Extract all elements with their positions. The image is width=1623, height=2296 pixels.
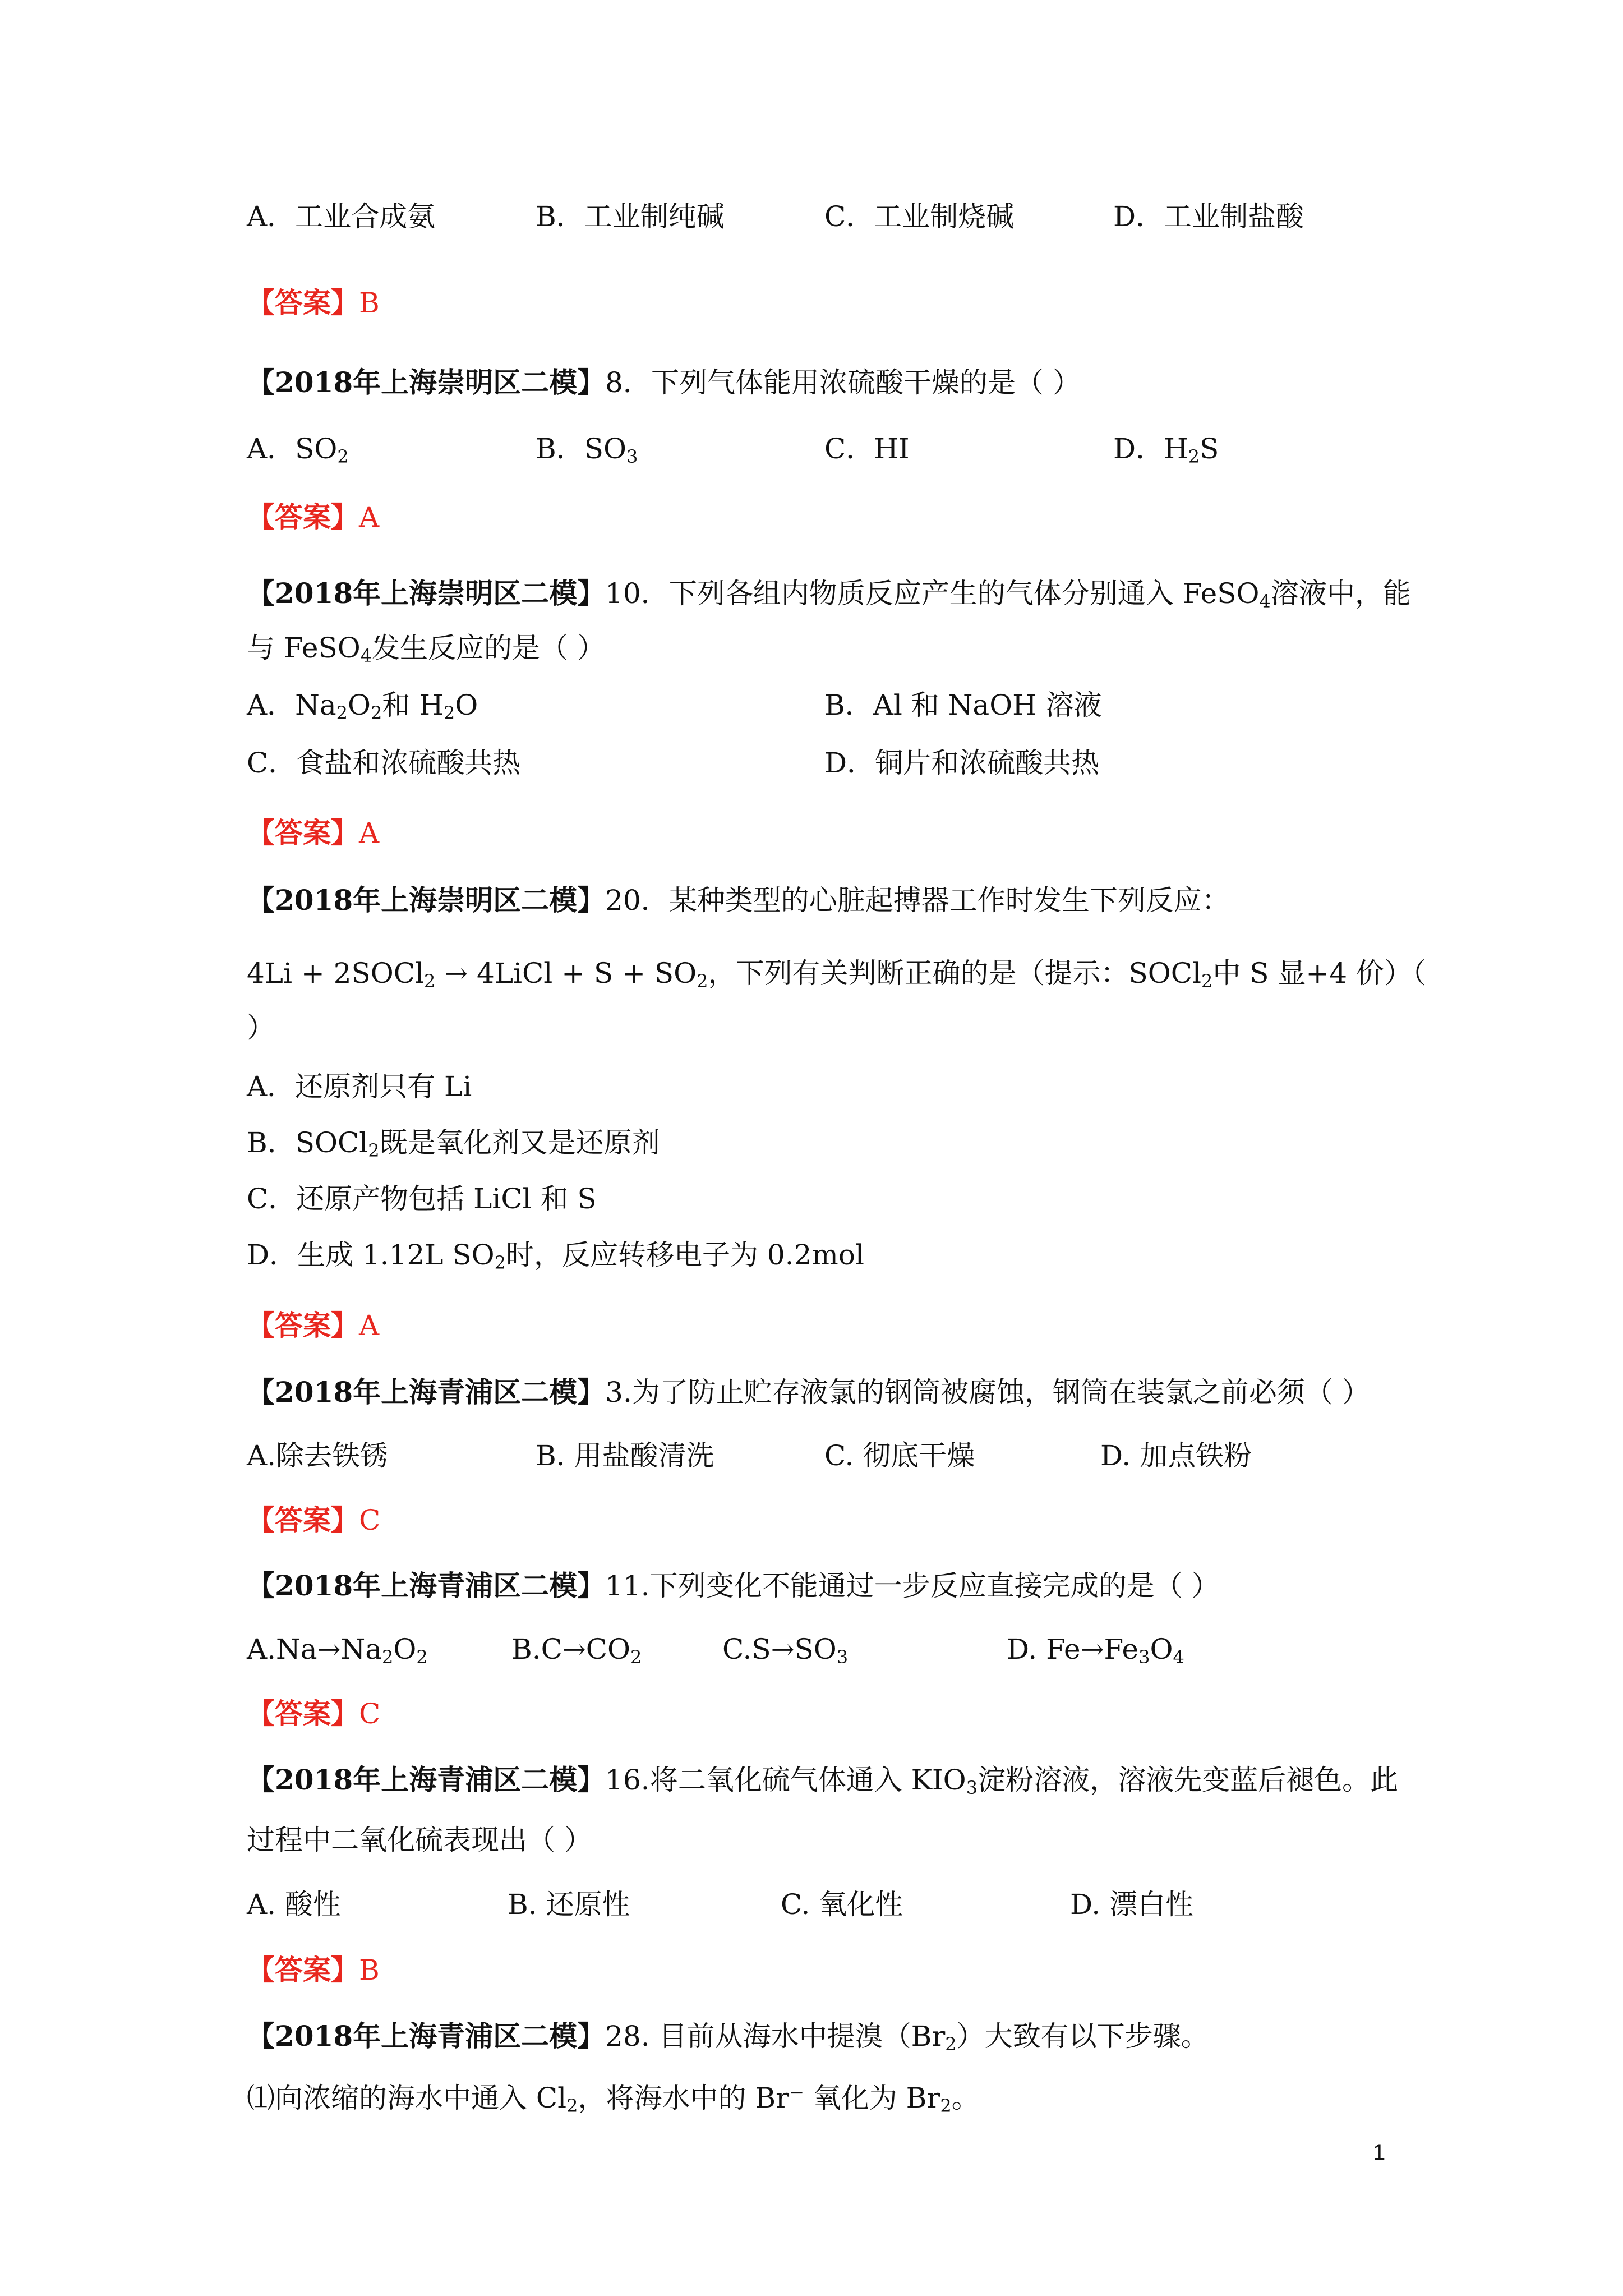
option-d: D．生成 1.12L $SO_2$时，反应转移电子为 0.2mol bbox=[247, 1239, 864, 1273]
page-number: 1 bbox=[1373, 2140, 1386, 2165]
answer-value: A bbox=[359, 817, 380, 849]
option-d: D. 加点铁粉 bbox=[1100, 1439, 1252, 1472]
option-d: D．工业制盐酸 bbox=[1113, 200, 1304, 233]
option-c: C. 彻底干燥 bbox=[824, 1439, 975, 1472]
answer-label: 【答案】 bbox=[247, 1503, 359, 1536]
answer-value: C bbox=[359, 1697, 381, 1730]
question-stem: 8．下列气体能用浓硫酸干燥的是（ ） bbox=[605, 366, 1081, 399]
option-c: C．还原产物包括 LiCl 和 S bbox=[247, 1182, 597, 1215]
option-d: D. $Fe\to Fe_3O_4$ bbox=[1007, 1633, 1184, 1668]
question-source: 【2018年上海青浦区二模】 bbox=[247, 1569, 606, 1602]
answer-label: 【答案】 bbox=[247, 1697, 359, 1730]
question-source: 【2018年上海青浦区二模】 bbox=[247, 2019, 606, 2053]
option-c: C．食盐和浓硫酸共热 bbox=[247, 747, 521, 779]
option-a: A. 酸性 bbox=[247, 1888, 341, 1921]
question-16-cont: 过程中二氧化硫表现出（ ） bbox=[247, 1824, 592, 1856]
option-a: A.除去铁锈 bbox=[247, 1439, 389, 1472]
option-b: B．Al 和 NaOH 溶液 bbox=[824, 689, 1102, 721]
question-11: 【2018年上海青浦区二模】11.下列变化不能通过一步反应直接完成的是（ ） bbox=[247, 1569, 1220, 1602]
option-c: C．工业制烧碱 bbox=[824, 200, 1015, 233]
option-b: B．工业制纯碱 bbox=[536, 200, 725, 233]
option-a: A．还原剂只有 Li bbox=[247, 1070, 472, 1103]
answer-value: A bbox=[359, 1309, 380, 1342]
question-source: 【2018年上海崇明区二模】 bbox=[247, 884, 606, 917]
question-16: 【2018年上海青浦区二模】16.将二氧化硫气体通入 $KIO_3$淀粉溶液，溶液先变蓝后褪色。此 bbox=[247, 1763, 1399, 1798]
question-28-step-1: ⑴向浓缩的海水中通入 $Cl_2$，将海水中的 Br− 氧化为 $Br_2$。 bbox=[247, 2082, 980, 2116]
option-c: $C.S\to SO_3$ bbox=[722, 1633, 849, 1668]
question-28: 【2018年上海青浦区二模】28. 目前从海水中提溴$(Br_2)$大致有以下步骤。 bbox=[247, 2019, 1209, 2055]
option-b: B．$SO_3$ bbox=[536, 432, 638, 467]
option-a: A．$SO_2$ bbox=[247, 432, 349, 467]
option-b: B．SOCl$_2$既是氧化剂又是还原剂 bbox=[247, 1126, 660, 1161]
answer-line bbox=[247, 1503, 380, 1537]
question-8 bbox=[247, 366, 1081, 399]
option-d: D．$H_2S$ bbox=[1113, 432, 1219, 467]
answer-label: 【答案】 bbox=[247, 286, 359, 319]
option-b: B. 还原性 bbox=[508, 1888, 630, 1921]
answer-line bbox=[247, 1697, 380, 1731]
answer-value: C bbox=[359, 1504, 381, 1536]
answer-label: 【答案】 bbox=[247, 1309, 359, 1342]
option-b: B. 用盐酸清洗 bbox=[536, 1439, 714, 1472]
answer-value: B bbox=[359, 1954, 380, 1986]
question-20-close: ） bbox=[247, 1011, 275, 1044]
question-20-equation: 4Li + 2SOCl$_2$ → 4LiCl + $S + SO_2$，下列有关判断正确的是（提示：SOCl$_2$中 S 显+4 价）（ bbox=[247, 957, 1427, 992]
question-3: 【2018年上海青浦区二模】3.为了防止贮存液氯的钢筒被腐蚀，钢筒在装氯之前必须（ ） bbox=[247, 1375, 1370, 1409]
question-source: 【2018年上海崇明区二模】 bbox=[247, 366, 606, 399]
answer-label: 【答案】 bbox=[247, 816, 359, 849]
question-source: 【2018年上海青浦区二模】 bbox=[247, 1763, 606, 1796]
question-20: 【2018年上海崇明区二模】20．某种类型的心脏起搏器工作时发生下列反应： bbox=[247, 884, 1230, 917]
answer-line bbox=[247, 816, 379, 850]
option-d: D. 漂白性 bbox=[1070, 1888, 1194, 1921]
answer-line bbox=[247, 1309, 379, 1342]
option-b: $B.C\to CO_2$ bbox=[511, 1633, 642, 1668]
question-10: 【2018年上海崇明区二模】10．下列各组内物质反应产生的气体分别通入 FeSO$_4$溶液中，能 bbox=[247, 577, 1411, 612]
option-d: D．铜片和浓硫酸共热 bbox=[824, 747, 1100, 779]
answer-label: 【答案】 bbox=[247, 1953, 359, 1986]
option-a: A．工业合成氨 bbox=[247, 200, 436, 233]
option-c: C．HI bbox=[824, 432, 910, 465]
option-a: A．$Na_2O_2$和 $H_2O$ bbox=[247, 689, 478, 724]
answer-line bbox=[247, 1953, 380, 1987]
answer-value: A bbox=[359, 501, 380, 533]
answer-value: B bbox=[359, 287, 380, 319]
question-source: 【2018年上海青浦区二模】 bbox=[247, 1375, 606, 1409]
question-source: 【2018年上海崇明区二模】 bbox=[247, 577, 606, 610]
answer-line bbox=[247, 500, 379, 534]
answer-line bbox=[247, 286, 380, 320]
question-10-cont: 与 FeSO$_4$发生反应的是（ ） bbox=[247, 632, 605, 666]
option-c: C. 氧化性 bbox=[781, 1888, 903, 1921]
option-a: $A.Na\to Na_2O_2$ bbox=[247, 1633, 428, 1668]
answer-label: 【答案】 bbox=[247, 500, 359, 533]
